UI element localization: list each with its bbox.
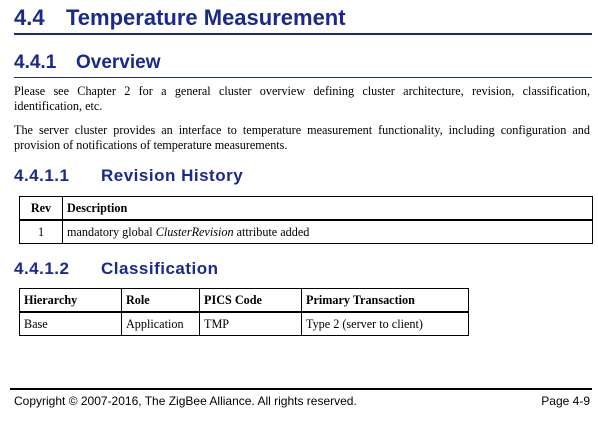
column-header-hierarchy: Hierarchy [20,289,122,313]
column-header-pics-code: PICS Code [200,289,302,313]
overview-number: 4.4.1 [14,52,57,73]
overview-heading [14,51,592,78]
footer-divider [10,388,592,390]
section-title: Temperature Measurement [66,5,346,30]
overview-paragraph-2: The server cluster provides an interface to temperature measurement functionality, including configuration and provision of notifications of temperature measurements. [14,123,590,152]
cluster-revision-attribute: ClusterRevision [155,224,234,239]
revision-history-title: Revision History [101,166,244,185]
section-heading [14,4,592,35]
rev-cell: 1 [20,220,63,244]
table-row [20,312,469,336]
revision-history-table [19,196,593,244]
overview-paragraph-1: Please see Chapter 2 for a general cluster overview defining cluster architecture, revision, classification, identification, etc. [14,84,590,113]
hierarchy-cell: Base [20,312,122,336]
column-header-rev: Rev [20,197,63,221]
overview-title: Overview [76,52,161,73]
description-text-post: attribute added [233,224,310,239]
pics-code-cell: TMP [200,312,302,336]
revision-history-number: 4.4.1.1 [14,166,70,185]
section-number: 4.4 [14,5,45,30]
classification-title: Classification [101,259,219,278]
column-header-description: Description [63,197,593,221]
role-cell: Application [122,312,200,336]
footer-copyright: Copyright © 2007-2016, The ZigBee Alliance. All rights reserved. [14,394,357,408]
footer-page-number: Page 4-9 [541,394,590,408]
column-header-primary-transaction: Primary Transaction [302,289,469,313]
classification-heading [14,258,219,280]
classification-number: 4.4.1.2 [14,259,70,278]
description-text-pre: mandatory global [67,224,156,239]
classification-table [19,288,469,336]
column-header-role: Role [122,289,200,313]
primary-transaction-cell: Type 2 (server to client) [302,312,469,336]
description-cell [63,220,593,244]
table-header-row [20,289,469,313]
table-header-row [20,197,593,221]
table-row [20,220,593,244]
revision-history-heading [14,165,243,187]
